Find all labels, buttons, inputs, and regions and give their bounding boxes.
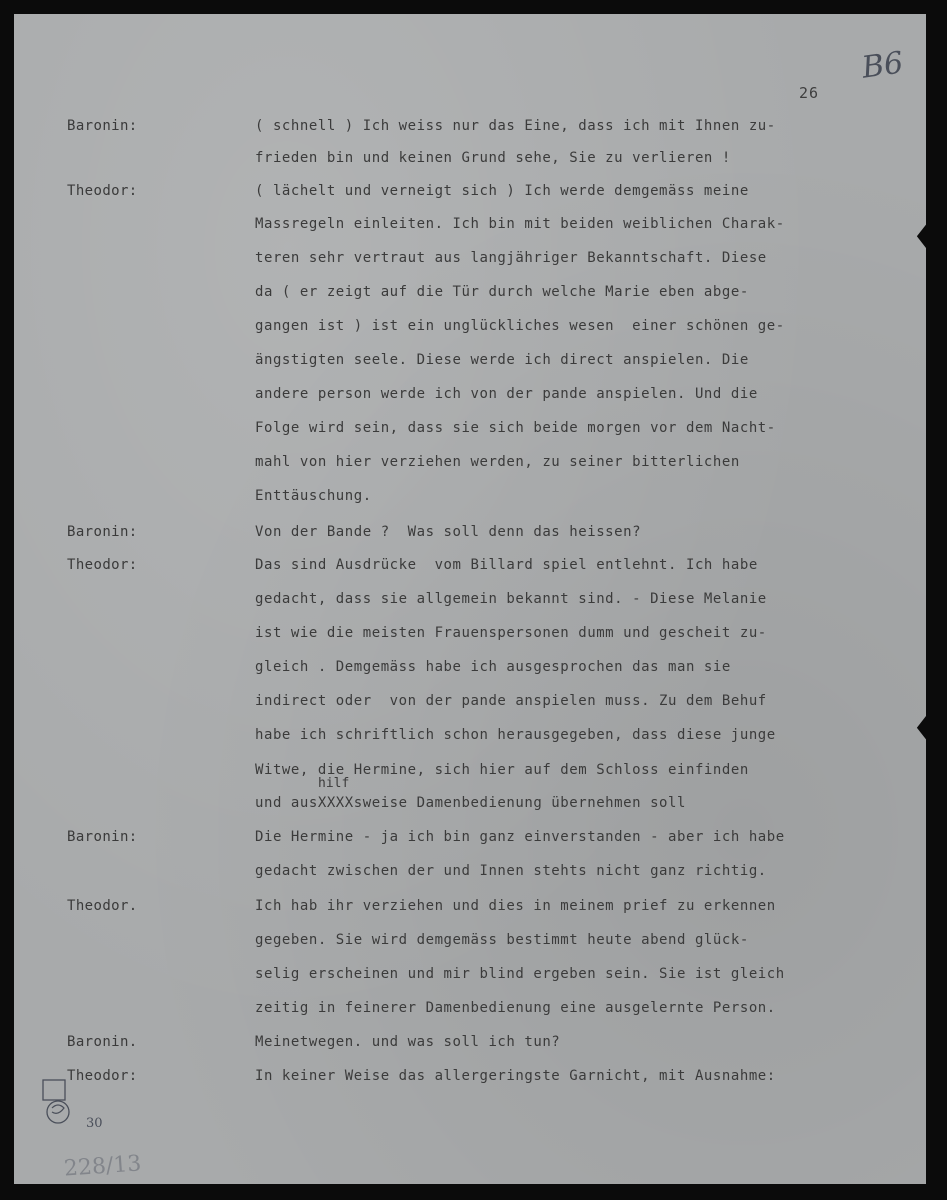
- dialogue-line: ( lächelt und verneigt sich ) Ich werde demgemäss meine: [255, 183, 749, 199]
- dialogue-line: frieden bin und keinen Grund sehe, Sie zu verlieren !: [255, 150, 731, 166]
- dialogue-line: andere person werde ich von der pande anspielen. Und die: [255, 386, 758, 402]
- dialogue-line: und ausXXXXsweise Damenbedienung übernehmen soll: [255, 795, 686, 811]
- dialogue-line: habe ich schriftlich schon herausgegeben, dass diese junge: [255, 727, 776, 743]
- dialogue-line: Von der Bande ? Was soll denn das heissen?: [255, 524, 642, 540]
- dialogue-line: ist wie die meisten Frauenspersonen dumm und gescheit zu-: [255, 625, 767, 641]
- dialogue-line: In keiner Weise das allergeringste Garnicht, mit Ausnahme:: [255, 1068, 776, 1084]
- dialogue-line: gedacht, dass sie allgemein bekannt sind. - Diese Melanie: [255, 591, 767, 607]
- speaker-label: Baronin:: [67, 829, 138, 845]
- dialogue-line: mahl von hier verziehen werden, zu seiner bitterlichen: [255, 454, 740, 470]
- dialogue-line: indirect oder von der pande anspielen muss. Zu dem Behuf: [255, 693, 767, 709]
- dialogue-line: Massregeln einleiten. Ich bin mit beiden weiblichen Charak-: [255, 216, 785, 232]
- dialogue-line: Die Hermine - ja ich bin ganz einverstanden - aber ich habe: [255, 829, 785, 845]
- dialogue-line: Das sind Ausdrücke vom Billard spiel entlehnt. Ich habe: [255, 557, 758, 573]
- speaker-label: Theodor:: [67, 183, 138, 199]
- speaker-label: Baronin:: [67, 524, 138, 540]
- dialogue-line: Meinetwegen. und was soll ich tun?: [255, 1034, 561, 1050]
- dialogue-line: Enttäuschung.: [255, 488, 372, 504]
- dialogue-line: selig erscheinen und mir blind ergeben sein. Sie ist gleich: [255, 966, 785, 982]
- dialogue-line: teren sehr vertraut aus langjähriger Bekanntschaft. Diese: [255, 250, 767, 266]
- speaker-label: Baronin.: [67, 1034, 138, 1050]
- dialogue-line: gangen ist ) ist ein unglückliches wesen einer schönen ge-: [255, 318, 785, 334]
- dialogue-line: gegeben. Sie wird demgemäss bestimmt heute abend glück-: [255, 932, 749, 948]
- dialogue-line: gleich . Demgemäss habe ich ausgesprochen das man sie: [255, 659, 731, 675]
- dialogue-line: Ich hab ihr verziehen und dies in meinem prief zu erkennen: [255, 898, 776, 914]
- speaker-label: Theodor:: [67, 557, 138, 573]
- dialogue-line: Witwe, die Hermine, sich hier auf dem Schloss einfinden: [255, 762, 749, 778]
- archive-number: 30: [86, 1116, 103, 1131]
- dialogue-line: ängstigten seele. Diese werde ich direct anspielen. Die: [255, 352, 749, 368]
- dialogue-line: gedacht zwischen der und Innen stehts nicht ganz richtig.: [255, 863, 767, 879]
- speaker-label: Theodor.: [67, 898, 138, 914]
- speaker-label: Baronin:: [67, 118, 138, 134]
- interlinear-insert: hilf: [318, 776, 350, 791]
- dialogue-line: ( schnell ) Ich weiss nur das Eine, dass ich mit Ihnen zu-: [255, 118, 776, 134]
- speaker-label: Theodor:: [67, 1068, 138, 1084]
- page-number: 26: [799, 84, 820, 102]
- dialogue-line: Folge wird sein, dass sie sich beide morgen vor dem Nacht-: [255, 420, 776, 436]
- dialogue-line: zeitig in feinerer Damenbedienung eine ausgelernte Person.: [255, 1000, 776, 1016]
- dialogue-line: da ( er zeigt auf die Tür durch welche Marie eben abge-: [255, 284, 749, 300]
- corner-handwritten-mark: B6: [859, 45, 906, 86]
- archive-stamp-icon: [40, 1078, 74, 1126]
- bottom-archive-scribble: 228/13: [63, 1151, 143, 1182]
